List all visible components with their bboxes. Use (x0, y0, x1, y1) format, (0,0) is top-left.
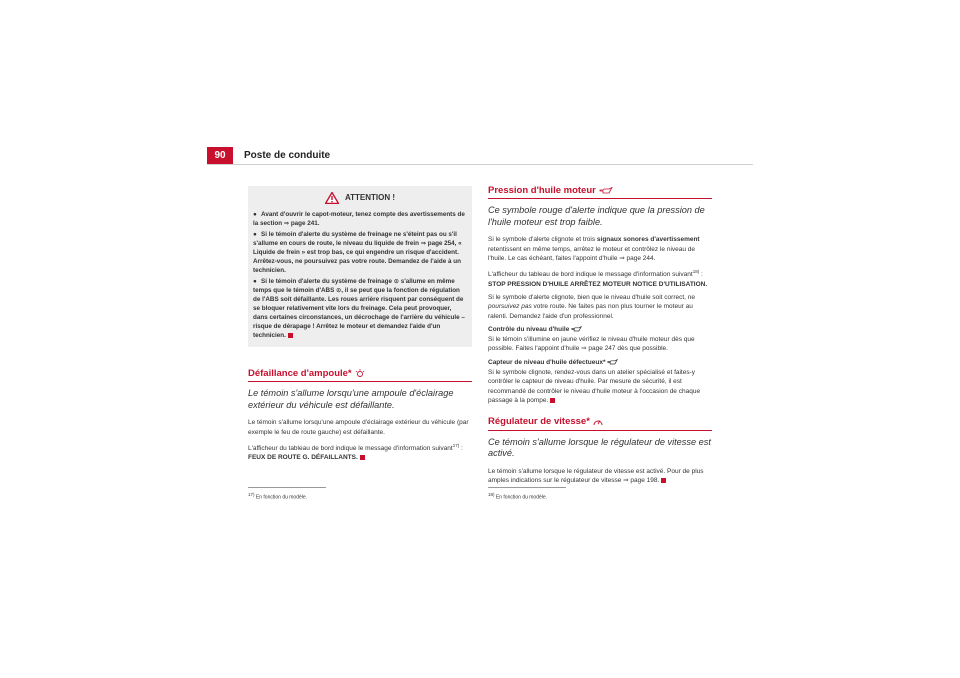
bulb-lead: Le témoin s'allume lorsqu'une ampoule d'éclairage extérieur du véhicule est défaillante. (248, 388, 454, 410)
end-mark (360, 455, 365, 460)
bulb-text: Le témoin s'allume lorsqu'une ampoule d'éclairage extérieur du véhicule (par exemple le feu de route gauche) est défaillante. (248, 419, 469, 436)
cruise-text: Le témoin s'allume lorsque le régulateur de vitesse est activé. Pour de plus amples indications sur le régulateur de vitesse ⇒ page 198. (488, 467, 704, 484)
oil-section-title: Pression d'huile moteur (488, 186, 712, 199)
warning-header (253, 192, 467, 204)
warning-box (248, 186, 472, 347)
right-column (488, 186, 712, 489)
oil-level-title: Contrôle du niveau d'huile (488, 325, 712, 334)
footnote-rule-left (248, 487, 326, 488)
oil-can-icon (599, 187, 613, 194)
warning-item: ● Si le témoin d'alerte du système de freinage ⊙ s'allume en même temps que le témoin d'ABS ⊙, il se peut que la fonction de régulation de l'ABS soit défaillante. Les roues arrière risquent par conséquent de se bloquer relativement vite lors du freinage. Cela peut provoquer, dans certaines circonstances, un décrochage de l'arrière du véhicule – risque de dérapage ! Arrêtez le moteur et demandez l'aide d'un technicien. (253, 278, 465, 339)
footnote-rule-right (488, 487, 566, 488)
bulb-section-title: Défaillance d'ampoule* (248, 369, 472, 382)
footnote-left: $^{17)}$ En fonction du modèle. (248, 492, 308, 501)
end-mark (661, 478, 666, 483)
oil-message: STOP PRESSION D'HUILE ARRÊTEZ MOTEUR NOTICE D'UTILISATION. (488, 280, 708, 288)
warning-item: ● Avant d'ouvrir le capot-moteur, tenez compte des avertissements de la section ⇒ page 241. (253, 211, 465, 227)
cruise-lead: Ce témoin s'allume lorsque le régulateur de vitesse est activé. (488, 436, 711, 458)
oil-text-3: Si le symbole d'alerte clignote, bien que le niveau d'huile soit correct, ne poursuivez pas votre route. Ne faites pas non plus tourner le moteur au ralenti. Demandez l'aide d'un professionnel. (488, 293, 695, 320)
speedometer-icon (593, 417, 603, 426)
oil-message-para: L'afficheur du tableau de bord indique le message d'information suivant$^{18)}$ : STOP PRESSION D'HUILE ARRÊTEZ MOTEUR NOTICE D'UTILISATION. (488, 269, 708, 288)
oil-text-1: Si le symbole d'alerte clignote et trois signaux sonores d'avertissement retentissent en même temps, arrêtez le moteur et contrôlez le niveau de l'huile. Le cas échéant, faites l'appoint d'huile ⇒ page 244. (488, 236, 700, 262)
bulb-message-para: L'afficheur du tableau de bord indique le message d'information suivant$^{17)}$ : FEUX DE ROUTE G. DÉFAILLANTS. (248, 442, 463, 462)
bulb-warning-icon (355, 369, 365, 378)
warning-item: ● Si le témoin d'alerte du système de freinage ne s'éteint pas ou s'il s'allume en cours de route, le niveau du liquide de frein ⇒ page 254, « Liquide de frein » est trop bas, ce qui engendre un risque d'accident. Arrêtez-vous, ne poursuivez pas votre route. Demandez de l'aide à un technicien. (253, 231, 462, 274)
running-head: Poste de conduite (244, 150, 331, 161)
oil-sensor-title: Capteur de niveau d'huile défectueux* (488, 358, 712, 367)
bulb-message: FEUX DE ROUTE G. DÉFAILLANTS. (248, 454, 358, 462)
warning-title: ATTENTION ! (344, 193, 396, 203)
cruise-section-title: Régulateur de vitesse* (488, 417, 712, 430)
oil-can-icon (607, 359, 618, 365)
warning-triangle-icon (325, 192, 339, 204)
header-rule (207, 164, 753, 165)
end-mark (550, 398, 555, 403)
end-mark (288, 333, 293, 338)
oil-lead: Ce symbole rouge d'alerte indique que la pression de l'huile moteur est trop faible. (488, 205, 705, 227)
oil-sensor-text: Si le symbole clignote, rendez-vous dans un atelier spécialisé et faites-y contrôler le capteur de niveau d'huile. Par mesure de sécurité, il est recommandé de contrôler le niveau d'huile moteur à l'occasion de chaque passage à la pompe. (488, 369, 701, 404)
left-column (248, 186, 472, 467)
oil-can-icon (571, 326, 582, 332)
oil-level-text: Si le témoin s'illumine en jaune vérifiez le niveau d'huile moteur dès que possible. Faites l'appoint d'huile ⇒ page 247 dès que possible. (488, 336, 695, 353)
page-number: 90 (207, 147, 233, 164)
footnote-right: $^{18)}$ En fonction du modèle. (488, 492, 548, 501)
